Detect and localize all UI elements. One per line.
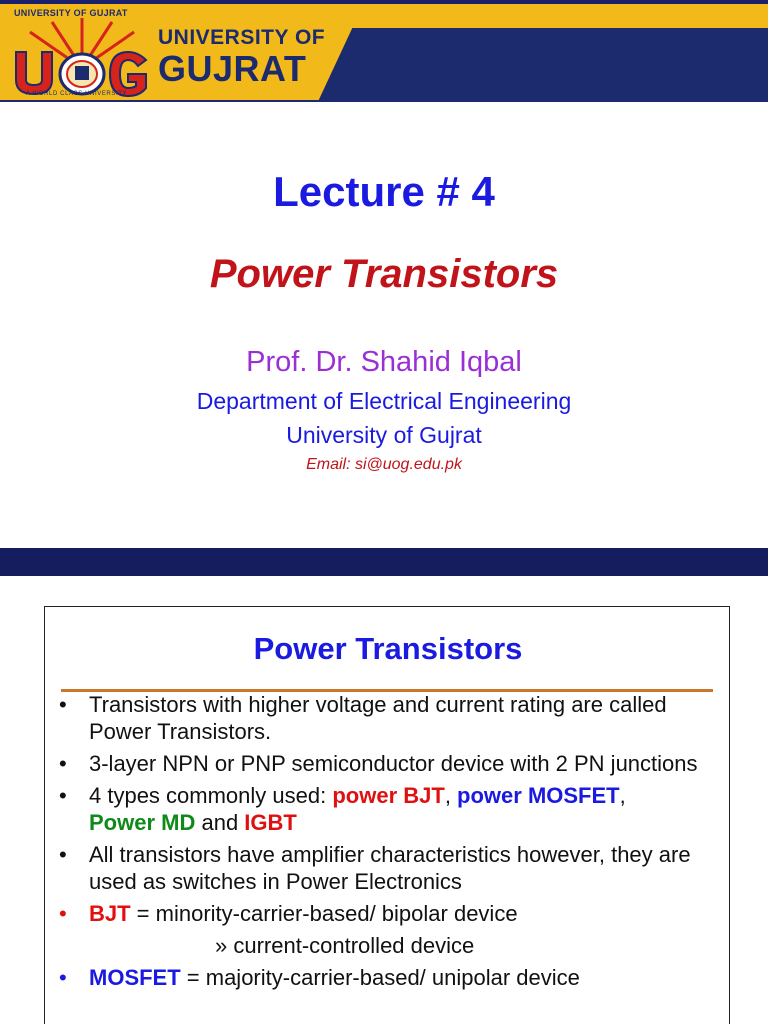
header-small-university-name: UNIVERSITY OF GUJRAT [14, 8, 128, 18]
bullet-symbol: • [59, 692, 67, 717]
bullet-symbol: • [59, 965, 67, 990]
sub-bullet-text: » current-controlled device [215, 933, 475, 958]
uog-logo [12, 18, 152, 100]
list-item [45, 691, 731, 745]
sub-list-item [45, 932, 731, 959]
bullet-text: All transistors have amplifier characteristics however, they are used as switches in Power Electronics [89, 842, 691, 894]
bullet-list [45, 691, 731, 996]
power-transistors-slide [44, 606, 730, 1024]
university-header-banner [0, 0, 768, 102]
lecture-number: Lecture # 4 [273, 168, 495, 215]
slide-title: Power Transistors [253, 631, 523, 666]
header-gujrat: GUJRAT [158, 48, 307, 89]
term-power-bjt: power BJT [332, 783, 445, 808]
bullet-symbol: • [59, 783, 67, 808]
bullet-text: 4 types commonly used: [89, 783, 333, 808]
list-item [45, 750, 731, 777]
header-navy-wedge [315, 28, 768, 102]
header-university-of: UNIVERSITY OF [158, 26, 326, 49]
bullet-text: = majority-carrier-based/ unipolar device [180, 965, 580, 990]
list-item [45, 964, 731, 991]
term-power-mosfet: power MOSFET [457, 783, 620, 808]
department-name: Department of Electrical Engineering [196, 388, 572, 414]
professor-name: Prof. Dr. Shahid Iqbal [246, 346, 522, 378]
separator: , [619, 783, 626, 808]
term-igbt: IGBT [244, 810, 297, 835]
university-name: University of Gujrat [286, 422, 482, 448]
list-item [45, 782, 731, 836]
header-bottom-line [0, 100, 768, 102]
separator: and [195, 810, 245, 835]
bullet-text: = minority-carrier-based/ bipolar device [130, 901, 518, 926]
term-mosfet: MOSFET [89, 965, 181, 990]
separator: , [444, 783, 458, 808]
list-item [45, 841, 731, 895]
header-top-strip [0, 0, 768, 4]
slide-divider-bar [0, 548, 768, 576]
bullet-text: 3-layer NPN or PNP semiconductor device with 2 PN junctions [89, 751, 698, 776]
list-item [45, 900, 731, 927]
term-power-md: Power MD [89, 810, 196, 835]
university-tagline: A WORLD CLASS UNIVERSITY [26, 91, 128, 97]
term-bjt: BJT [89, 901, 131, 926]
bullet-symbol: • [59, 751, 67, 776]
email-address: Email: si@uog.edu.pk [306, 456, 462, 473]
bullet-text: Transistors with higher voltage and current rating are called Power Transistors. [89, 692, 667, 744]
lecture-title: Power Transistors [209, 252, 559, 296]
bullet-symbol: • [59, 901, 67, 926]
bullet-symbol: • [59, 842, 67, 867]
